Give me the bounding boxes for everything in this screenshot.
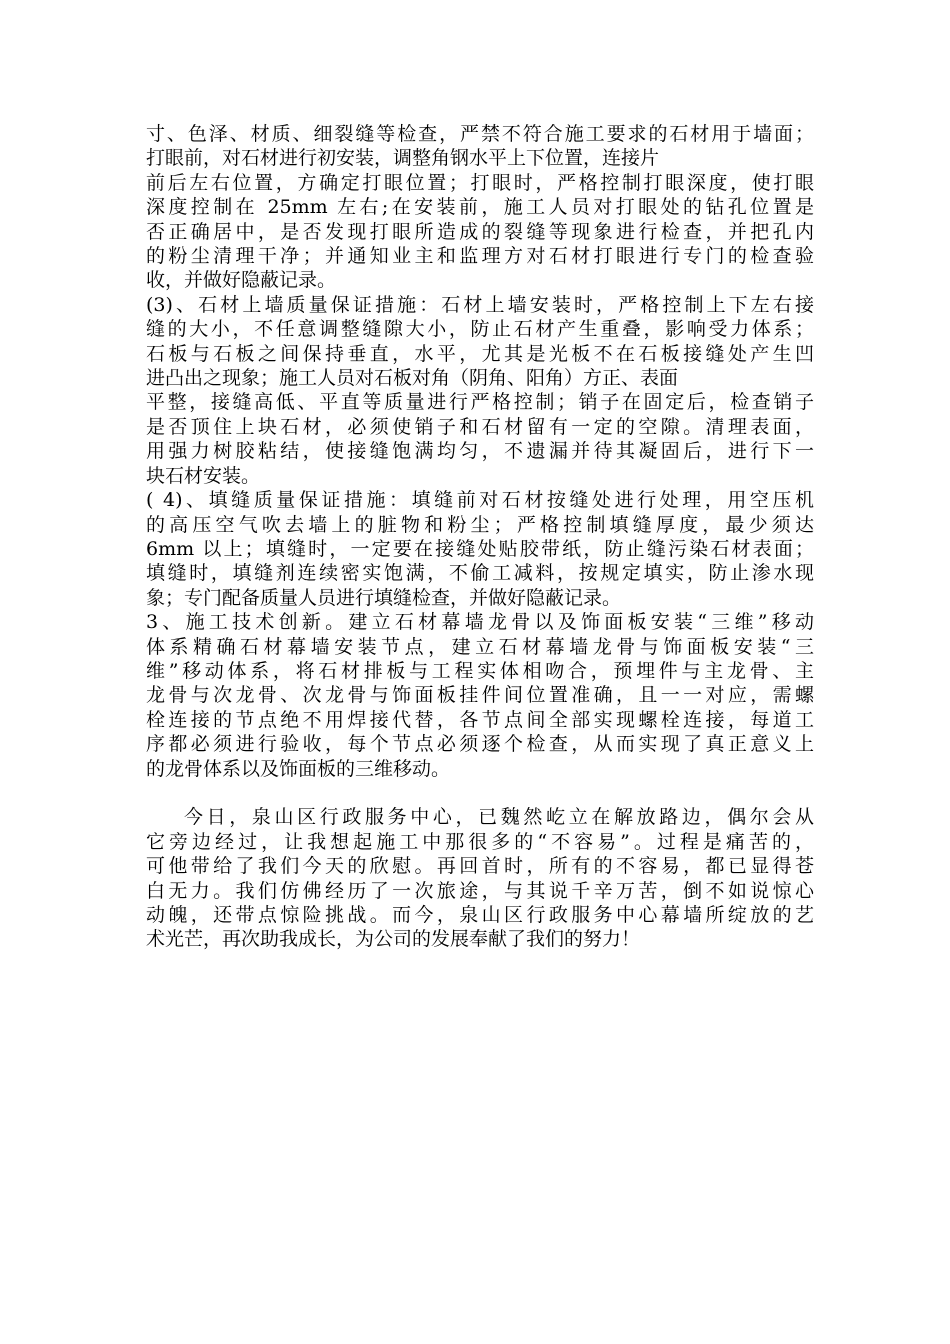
body-line: 栓连接的节点绝不用焊接代替，各节点间全部实现螺栓连接，每道工 xyxy=(146,708,814,731)
body-line: 缝的大小，不任意调整缝隙大小，防止石材产生重叠，影响受力体系； xyxy=(146,318,814,341)
closing-line: 可他带给了我们今天的欣慰。再回首时，所有的不容易，都已显得苍 xyxy=(146,855,814,878)
body-line: 是否顶住上块石材，必须使销子和石材留有一定的空隙。清理表面， xyxy=(146,415,814,438)
body-line: 6mm 以上；填缝时，一定要在接缝处贴胶带纸，防止缝污染石材表面； xyxy=(146,537,814,560)
body-line: 进凸出之现象；施工人员对石板对角（阴角、阳角）方正、表面 xyxy=(146,367,679,390)
body-line: 用强力树胶粘结，使接缝饱满均匀，不遗漏并待其凝固后，进行下一 xyxy=(146,440,814,463)
body-line: 块石材安装。 xyxy=(146,464,261,487)
body-line: 3、施工技术创新。建立石材幕墙龙骨以及饰面板安装“三维”移动 xyxy=(146,611,814,634)
body-line: 维”移动体系，将石材排板与工程实体相吻合，预埋件与主龙骨、主 xyxy=(146,659,814,682)
closing-line: 白无力。我们仿佛经历了一次旅途，与其说千辛万苦，倒不如说惊心 xyxy=(146,879,814,902)
body-line: 寸、色泽、材质、细裂缝等检查，严禁不符合施工要求的石材用于墙面； xyxy=(146,123,814,145)
body-line: 前后左右位置，方确定打眼位置；打眼时，严格控制打眼深度，使打眼 xyxy=(146,171,814,194)
document-body xyxy=(146,122,814,952)
body-line: (3)、石材上墙质量保证措施：石材上墙安装时，严格控制上下左右接 xyxy=(146,293,814,316)
body-line: 序都必须进行验收，每个节点必须逐个检查，从而实现了真正意义上 xyxy=(146,733,814,756)
closing-line: 今日，泉山区行政服务中心，已魏然屹立在解放路边，偶尔会从 xyxy=(184,806,814,829)
body-line: 收，并做好隐蔽记录。 xyxy=(146,269,337,292)
paragraph-gap xyxy=(146,781,814,805)
closing-line: 术光芒，再次助我成长，为公司的发展奉献了我们的努力！ xyxy=(146,928,641,951)
body-line: 体系精确石材幕墙安装节点，建立石材幕墙龙骨与饰面板安装“三 xyxy=(146,635,814,658)
body-line: 深度控制在 25mm 左右;在安装前，施工人员对打眼处的钻孔位置是 xyxy=(146,196,814,219)
body-line: ( 4)、填缝质量保证措施：填缝前对石材按缝处进行处理，用空压机 xyxy=(146,489,814,512)
body-line: 平整，接缝高低、平直等质量进行严格控制；销子在固定后，检查销子 xyxy=(146,391,814,414)
body-line: 龙骨与次龙骨、次龙骨与饰面板挂件间位置准确，且一一对应，需螺 xyxy=(146,684,814,707)
body-line: 石板与石板之间保持垂直，水平，尤其是光板不在石板接缝处产生凹 xyxy=(146,342,814,365)
body-line: 的粉尘清理干净；并通知业主和监理方对石材打眼进行专门的检查验 xyxy=(146,245,814,268)
body-line: 象；专门配备质量人员进行填缝检查，并做好隐蔽记录。 xyxy=(146,586,622,609)
body-line: 打眼前，对石材进行初安装，调整角钢水平上下位置，连接片 xyxy=(146,147,660,170)
body-line: 的高压空气吹去墙上的脏物和粉尘；严格控制填缝厚度，最少须达 xyxy=(146,513,814,536)
body-line: 填缝时，填缝剂连续密实饱满，不偷工减料，按规定填实，防止渗水现 xyxy=(146,562,814,585)
body-line: 否正确居中，是否发现打眼所造成的裂缝等现象进行检查，并把孔内 xyxy=(146,220,814,243)
body-line: 的龙骨体系以及饰面板的三维移动。 xyxy=(146,757,451,780)
closing-line: 它旁边经过，让我想起施工中那很多的“不容易”。过程是痛苦的， xyxy=(146,830,814,853)
closing-line: 动魄，还带点惊险挑战。而今，泉山区行政服务中心幕墙所绽放的艺 xyxy=(146,903,814,926)
